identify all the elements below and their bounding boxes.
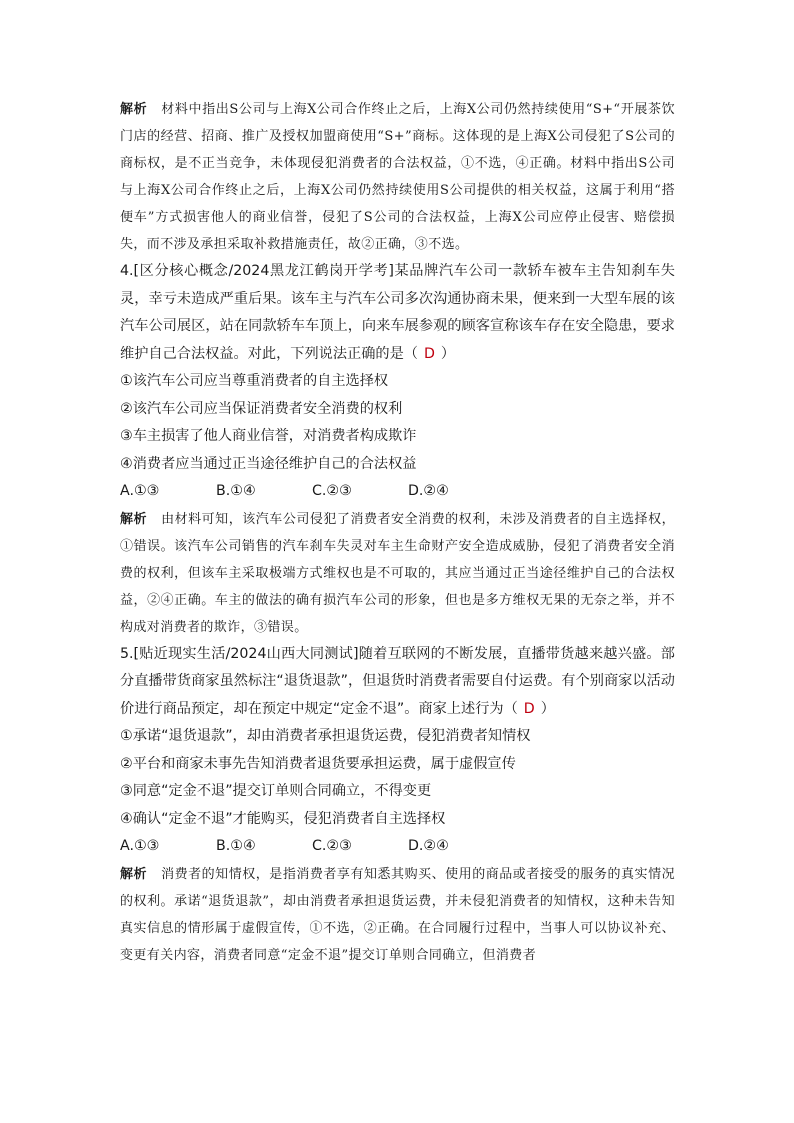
analysis-paragraph-prev <box>120 96 675 258</box>
choice-b: B.①④ <box>216 838 256 854</box>
question-4-option-2: ②该汽车公司应当保证消费者安全消费的权利 <box>120 400 403 417</box>
answer-mark: D <box>523 700 535 717</box>
question-stem-text: 4.[区分核心概念/2024黑龙江鹤岗开学考]某品牌汽车公司一款轿车被车主告知刹车失灵，幸亏未造成严重后果。该车主与汽车公司多次沟通协商未果，便来到一大型车展的该汽车公司展区，站在同款轿车车顶上，向来车展参观的顾客宣称该车存在安全隐患，要求维护自己合法权益。对此，下列说法正确的是（ <box>120 263 675 362</box>
choice-a: A.①③ <box>120 483 160 499</box>
analysis-text: 由材料可知，该汽车公司侵犯了消费者安全消费的权利，未涉及消费者的自主选择权，①错误。该汽车公司销售的汽车刹车失灵对车主生命财产安全造成威胁，侵犯了消费者安全消费的权利，但该车主采取极端方式维权也是不可取的，其应当通过正当途径维护自己的合法权益，②④正确。车主的做法的确有损汽车公司的形象，但也是多方维权无果的无奈之举，并不构成对消费者的欺诈，③错误。 <box>120 511 675 635</box>
question-5-option-3: ③同意“定金不退”提交订单则合同确立，不得变更 <box>120 783 432 799</box>
document-page <box>120 96 675 969</box>
stem-close-paren: ） <box>540 700 555 717</box>
analysis-label: 解析 <box>120 511 148 527</box>
question-5-option-1: ①承诺“退货退款”，却由消费者承担退货运费，侵犯消费者知情权 <box>120 728 531 744</box>
choice-d: D.②④ <box>408 483 449 499</box>
choice-d: D.②④ <box>408 838 449 854</box>
question-4-choices <box>120 478 675 506</box>
choice-c: C.②③ <box>312 483 352 499</box>
question-4-analysis <box>120 506 675 641</box>
analysis-label: 解析 <box>120 866 148 882</box>
analysis-label: 解析 <box>120 102 148 117</box>
question-4-option-1: ①该汽车公司应当尊重消费者的自主选择权 <box>120 373 389 389</box>
choice-b: B.①④ <box>216 483 256 499</box>
analysis-text: 消费者的知情权，是指消费者享有知悉其购买、使用的商品或者接受的服务的真实情况的权利。承诺“退货退款”，却由消费者承担退货运费，并未侵犯消费者的知情权，这种未告知真实信息的情形属于虚假宣传，①不选，②正确。在合同履行过程中，当事人可以协议补充、变更有关内容，消费者同意“定金不退”提交订单则合同确立，但消费者 <box>120 866 675 963</box>
question-5-option-4: ④确认“定金不退”才能购买，侵犯消费者自主选择权 <box>120 810 446 827</box>
question-5-analysis <box>120 861 675 969</box>
answer-mark: D <box>423 345 435 362</box>
stem-close-paren: ） <box>440 345 456 362</box>
question-4-option-4: ④消费者应当通过正当途径维护自己的合法权益 <box>120 455 417 472</box>
question-5-choices <box>120 833 675 861</box>
question-4-stem <box>120 258 675 368</box>
choice-c: C.②③ <box>312 838 352 854</box>
question-stem-text: 5.[贴近现实生活/2024山西大同测试]随着互联网的不断发展，直播带货越来越兴盛。部分直播带货商家虽然标注“退货退款”，但退货时消费者需要自付运费。有个别商家以活动价进行商品预定，却在预定中规定“定金不退”。商家上述行为（ <box>120 645 675 717</box>
choice-a: A.①③ <box>120 838 160 854</box>
question-4-option-3: ③车主损害了他人商业信誉，对消费者构成欺诈 <box>120 428 417 444</box>
question-5-stem <box>120 641 675 724</box>
question-5-option-2: ②平台和商家未事先告知消费者退货要承担运费，属于虚假宣传 <box>120 755 516 772</box>
analysis-text: 材料中指出S公司与上海X公司合作终止之后，上海X公司仍然持续使用“S+“开展茶饮门店的经营、招商、推广及授权加盟商使用“S+”商标。这体现的是上海X公司侵犯了S公司的商标权，是不正当竞争，未体现侵犯消费者的合法权益，①不选，④正确。材料中指出S公司与上海X公司合作终止之后，上海X公司仍然持续使用S公司提供的相关权益，这属于利用“搭便车”方式损害他人的商业信誉，侵犯了S公司的合法权益，上海X公司应停止侵害、赔偿损失，而不涉及承担采取补救措施责任，故②正确，③不选。 <box>120 102 675 252</box>
